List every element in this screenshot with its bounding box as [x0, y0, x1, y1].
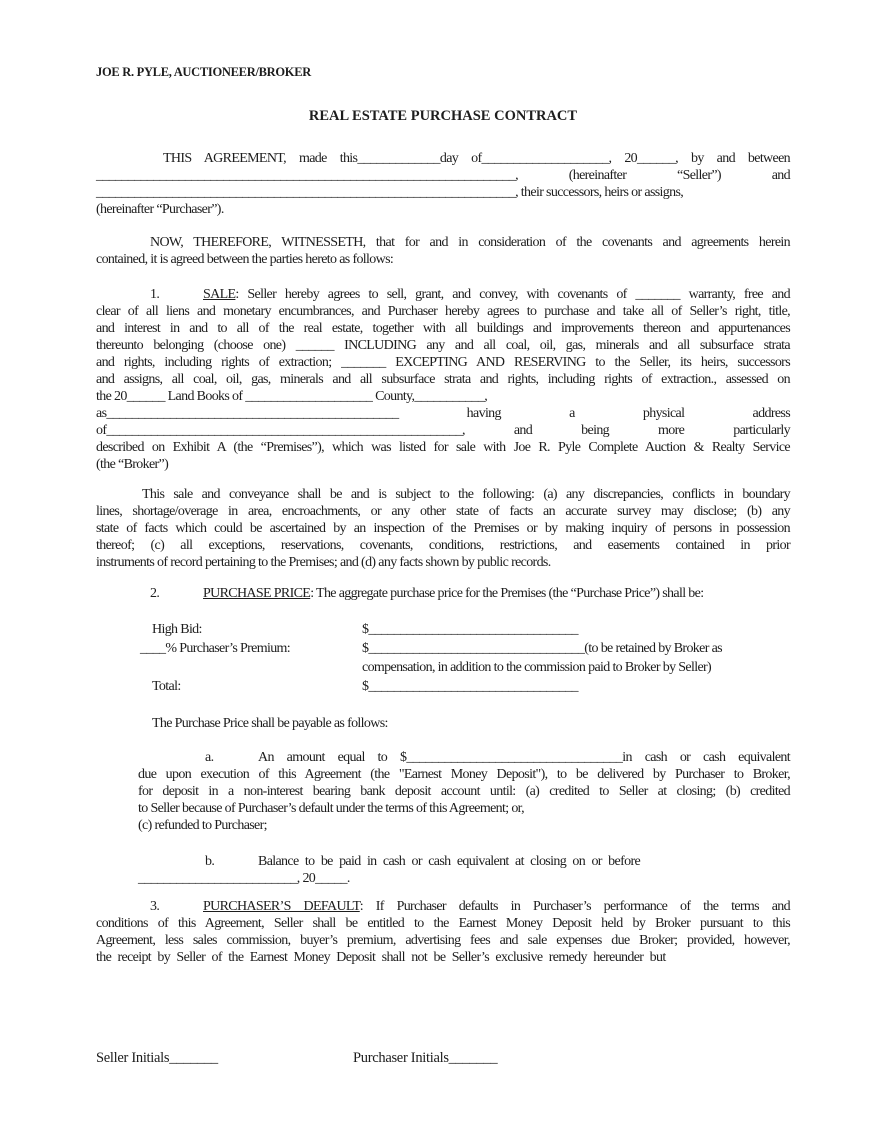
text-line [96, 554, 790, 571]
section-number: a. [205, 750, 214, 765]
text-line [96, 766, 790, 783]
line-text: THIS AGREEMENT, made this_____________day of____________________, 20______, by and between [163, 151, 790, 166]
text-line [96, 503, 790, 520]
payable-line: The Purchase Price shall be payable as follows: [152, 716, 388, 731]
line-text: An amount equal to $__________________________________in cash or cash equivalent [258, 750, 790, 765]
line-text: __________________________________________________________________, (hereinafter “Seller”) and [96, 168, 790, 183]
text-line [96, 870, 790, 887]
line-text: and assigns, all coal, oil, gas, minerals and all subsurface strata and rights, including rights of extraction., assessed on [96, 372, 790, 387]
text-line [96, 150, 790, 167]
text-line [96, 422, 790, 439]
price-note-compensation: compensation, in addition to the commission paid to Broker by Seller) [362, 660, 712, 675]
document-title: REAL ESTATE PURCHASE CONTRACT [308, 108, 578, 124]
price-label-empty [152, 658, 362, 677]
line-text: lines, shortage/overage in area, encroachments, or any other state of facts an accurate survey may disclose; (b) any [96, 504, 790, 519]
line-text: for deposit in a non-interest bearing bank deposit account until: (a) credited to Seller at closing; (b) credited [138, 784, 790, 799]
price-value-high-bid: $_________________________________ [362, 622, 578, 637]
text-line [96, 749, 790, 766]
line-text: __________________________________________________________________, their successors, heirs or assigns, [96, 185, 684, 200]
line-text: clear of all liens and monetary encumbrances, and Purchaser hereby agrees to purchase and take all of Seller’s right, title, [96, 304, 790, 319]
text-line [96, 520, 790, 537]
text-line [96, 915, 790, 932]
broker-header: JOE R. PYLE, AUCTIONEER/BROKER [96, 65, 311, 79]
text-line [96, 932, 790, 949]
price-label-total: Total: [152, 679, 181, 694]
line-text: due upon execution of this Agreement (the "Earnest Money Deposit"), to be delivered by Purchaser to Broker, [138, 767, 790, 782]
text-line [96, 251, 790, 268]
text-line [96, 286, 790, 303]
line-text: the receipt by Seller of the Earnest Money Deposit shall not be Seller’s exclusive remedy hereunder but [96, 950, 666, 965]
line-text: described on Exhibit A (the “Premises”), which was listed for sale with Joe R. Pyle Complete Auction & Realty Service [96, 440, 790, 455]
text-line [96, 537, 790, 554]
price-row-high-bid [96, 620, 790, 639]
text-line [96, 405, 790, 422]
text-line [96, 439, 790, 456]
line-text: This sale and conveyance shall be and is subject to the following: (a) any discrepancies, conflicts in boundary [142, 487, 790, 502]
line-text: Balance to be paid in cash or cash equivalent at closing on or before [258, 854, 641, 869]
price-row-total [96, 677, 790, 696]
line-text: (c) refunded to Purchaser; [138, 818, 267, 833]
text-line [96, 320, 790, 337]
section-1-sale [96, 286, 790, 473]
text-line [96, 898, 790, 915]
text-line [96, 949, 790, 966]
text-line [96, 800, 790, 817]
text-line [96, 337, 790, 354]
document-body [96, 64, 790, 966]
line-text: state of facts which could be ascertained by an inspection of the Premises or by making inquiry of persons in possession [96, 521, 790, 536]
seller-initials-line: Seller Initials_______ [96, 1050, 218, 1066]
line-text: : Seller hereby agrees to sell, grant, and convey, with covenants of _______ warranty, free and [235, 287, 790, 302]
line-text: (the “Broker”) [96, 457, 169, 472]
section-heading: PURCHASE PRICE [203, 586, 311, 601]
text-line [96, 303, 790, 320]
line-text: thereof; (c) all exceptions, reservations, covenants, conditions, restrictions, and easements contained in prior [96, 538, 790, 553]
text-line [96, 486, 790, 503]
text-line [96, 456, 790, 473]
price-label-high-bid: High Bid: [152, 622, 202, 637]
section-heading: SALE [203, 287, 236, 302]
text-line [96, 585, 790, 602]
text-line [96, 388, 790, 405]
price-table [96, 620, 790, 696]
section-2-purchase-price [96, 585, 790, 602]
subject-to-paragraph [96, 486, 790, 571]
section-3-purchasers-default [96, 898, 790, 966]
price-label-purchasers-premium: ____% Purchaser’s Premium: [140, 641, 291, 656]
text-line [96, 817, 790, 834]
section-number: 2. [150, 586, 160, 601]
line-text: thereunto belonging (choose one) ______ INCLUDING any and all coal, oil, gas, minerals and all subsurface strata [96, 338, 790, 353]
line-text: _________________________, 20_____. [138, 871, 350, 886]
line-text: to Seller because of Purchaser’s default under the terms of this Agreement; or, [138, 801, 524, 816]
text-line [96, 234, 790, 251]
line-text: conditions of this Agreement, Seller shall be entitled to the Earnest Money Deposit held by Broker pursuant to this [96, 916, 790, 931]
price-value-total: $_________________________________ [362, 679, 578, 694]
purchaser-initials-line: Purchaser Initials_______ [353, 1050, 498, 1066]
price-row-purchasers-premium [96, 639, 790, 658]
text-line [96, 201, 790, 218]
text-line [96, 371, 790, 388]
line-text: and interest in and to all of the real estate, together with all buildings and improvements thereon and appurtenances [96, 321, 790, 336]
line-text: contained, it is agreed between the parties hereto as follows: [96, 252, 394, 267]
text-line [96, 354, 790, 371]
line-text: instruments of record pertaining to the Premises; and (d) any facts shown by public records. [96, 555, 551, 570]
text-line [96, 853, 790, 870]
witnesseth-paragraph [96, 234, 790, 268]
section-number: 1. [150, 287, 160, 302]
section-number: 3. [150, 899, 160, 914]
line-text: the 20______ Land Books of ____________________ County,___________, [96, 389, 488, 404]
item-b-paragraph [96, 853, 790, 887]
line-text: : The aggregate purchase price for the Premises (the “Purchase Price”) shall be: [310, 586, 704, 601]
price-row-premium-note [96, 658, 790, 677]
price-value-purchasers-premium: $__________________________________(to be retained by Broker as [362, 641, 722, 656]
text-line [96, 783, 790, 800]
intro-paragraph [96, 150, 790, 218]
line-text: (hereinafter “Purchaser”). [96, 202, 224, 217]
line-text: and rights, including rights of extraction; _______ EXCEPTING AND RESERVING to the Seller, its heirs, successors [96, 355, 790, 370]
line-text: Agreement, less sales commission, buyer’s premium, advertising fees and sale expenses due Broker; provided, however, [96, 933, 790, 948]
line-text: as______________________________________________ having a physical address [96, 406, 790, 421]
line-text: of________________________________________________________, and being more particularly [96, 423, 790, 438]
text-line [96, 167, 790, 184]
item-a-paragraph [96, 749, 790, 834]
text-line [96, 184, 790, 201]
line-text: NOW, THEREFORE, WITNESSETH, that for and in consideration of the covenants and agreements herein [150, 235, 790, 250]
section-heading: PURCHASER’S DEFAULT [203, 899, 360, 914]
line-text: : If Purchaser defaults in Purchaser’s performance of the terms and [359, 899, 790, 914]
section-number: b. [205, 854, 215, 869]
